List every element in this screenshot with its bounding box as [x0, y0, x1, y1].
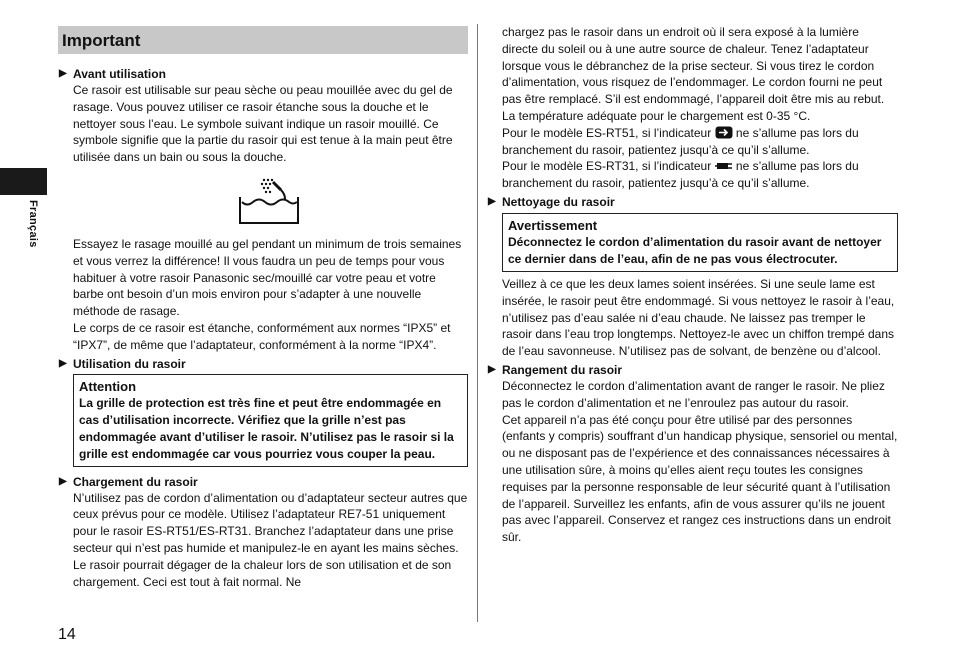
right-column — [487, 24, 898, 546]
paragraph: Cet appareil n’a pas été conçu pour être utilisé par des personnes (enfants y compris) souffrant d’un handicap physique, sensoriel ou mental, ou ne disposant pas de l’expérience et des connaissances nécessaires à une utilisation sûre, à moins qu’elles aient reçu toutes les consignes requises par la personne responsable de leur sécurité quant à l’utilisation de l’appareil. Surveillez les enfants, afin de vous assurer qu’ils ne jouent pas avec l’appareil. Conservez et rangez ces instructions dans un endroit sûr. — [502, 412, 898, 545]
triangle-bullet-icon: ▶ — [488, 363, 496, 375]
left-column — [58, 26, 468, 590]
triangle-bullet-icon: ▶ — [59, 68, 67, 79]
paragraph: La température adéquate pour le chargement est 0-35 °C. — [502, 108, 811, 123]
paragraph: N’utilisez pas de cordon d’alimentation ou d’adaptateur secteur autres que ceux prévus pour ce modèle. Utilisez l’adaptateur RE7-51 uniquement pour le rasoir ES-RT51/ES-RT31. Branchez l’adaptateur dans une prise secteur qui n’est pas humide et manipulez-le en ayant les mains sèches. Le rasoir pourrait dégager de la chaleur lors de son utilisation et de son chargement. Ceci est tout à fait normal. Ne — [73, 490, 468, 589]
section-body-utilisation — [58, 372, 468, 467]
paragraph-rt51: Pour le modèle ES-RT51, si l’indicateur ne s’allume pas lors du branchement du rasoir, patientez jusqu’à ce qu’il s’allume. — [502, 125, 859, 157]
warning-box — [502, 213, 898, 272]
section-title-utilisation: ▶ Utilisation du rasoir — [59, 356, 186, 371]
triangle-bullet-icon: ▶ — [488, 195, 496, 207]
attention-title: Attention — [79, 378, 137, 394]
column-divider — [477, 24, 478, 622]
language-tab — [0, 168, 47, 195]
section-body-avant — [58, 82, 468, 354]
wet-symbol — [73, 166, 468, 236]
paragraph: Essayez le rasage mouillé au gel pendant un minimum de trois semaines et vous verrez la différence! Il vous faudra un peu de temps pour vous habituer à votre rasoir Panasonic sec/mouillé car votre peau et votre barbe ont besoin d’un mois environ pour s’adapter à une nouvelle méthode de rasage. — [73, 236, 462, 319]
charge-indicator-rt51-icon — [715, 126, 733, 139]
paragraph: Déconnectez le cordon d’alimentation avant de ranger le rasoir. Ne pliez pas le cordon d’alimentation et ne l’enroulez pas autour du rasoir. — [502, 378, 885, 410]
section-body-chargement — [58, 490, 468, 591]
triangle-bullet-icon: ▶ — [59, 357, 67, 369]
section-title-avant: ▶ Avant utilisation — [59, 67, 166, 81]
section-title-chargement: ▶ Chargement du rasoir — [59, 474, 198, 489]
section-body-chargement-cont — [487, 24, 898, 192]
section-body-rangement — [487, 378, 898, 546]
section-body-nettoyage — [487, 210, 898, 360]
warning-text: Déconnectez le cordon d’alimentation du rasoir avant de nettoyer ce dernier dans de l’eau, afin de ne pas vous électrocuter. — [508, 234, 882, 266]
paragraph: Ce rasoir est utilisable sur peau sèche ou peau mouillée avec du gel de rasage. Vous pouvez utiliser ce rasoir étanche sous la douche et le nettoyer sous l’eau. Le symbole suivant indique un rasoir mouillé. Ce symbole signifie que la partie du rasoir qui est tenue à la main peut être utilisée dans un bain ou sous la douche. — [73, 83, 453, 165]
attention-box — [73, 374, 468, 467]
section-title-rangement: ▶ Rangement du rasoir — [488, 362, 623, 377]
page-number: 14 — [58, 626, 76, 643]
paragraph: Veillez à ce que les deux lames soient insérées. Si une seule lame est insérée, le rasoir peut être endommagé. Si vous nettoyez le rasoir à l’eau, n’utilisez pas d’eau salée ni d’eau chaude. Ne laissez pas tremper le rasoir dans l’eau trop longtemps. Nettoyez-le avec un chiffon trempé dans de l’eau savonneuse. N’utilisez pas de solvant, de benzène ou d’alcool. — [502, 276, 895, 359]
page-title: Important — [58, 26, 468, 54]
triangle-bullet-icon: ▶ — [59, 475, 67, 487]
shower-bath-icon — [238, 177, 302, 229]
warning-title: Avertissement — [508, 217, 598, 233]
paragraph: chargez pas le rasoir dans un endroit où il sera exposé à la lumière directe du soleil ou à une autre source de chaleur. Tenez l’adaptateur lorsque vous le débranchez de la prise secteur. Si vous tirez le cordon d’alimentation, vous risquez de l’endommager. Le cordon fourni ne peut pas être remplacé. S’il est endommagé, l’appareil doit être mis au rebut. — [502, 25, 885, 107]
section-title-nettoyage: ▶ Nettoyage du rasoir — [488, 194, 615, 209]
language-label: Français — [27, 200, 39, 248]
attention-text: La grille de protection est très fine et peut être endommagée en cas d’utilisation incorrecte. Vérifiez que la grille n’est pas endommagée avant d’utiliser le rasoir. N’utilisez pas le rasoir si la grille est endommagée car vous pourriez vous couper la peau. — [79, 395, 454, 461]
paragraph-rt31: Pour le modèle ES-RT31, si l’indicateur ne s’allume pas lors du branchement du rasoir, patientez jusqu’à ce qu’il s’allume. — [502, 159, 859, 191]
charge-indicator-rt31-icon — [715, 160, 733, 172]
paragraph: Le corps de ce rasoir est étanche, conformément aux normes “IPX5” et “IPX7”, de même que l’adaptateur, conformément à la norme “IPX4”. — [73, 320, 451, 352]
